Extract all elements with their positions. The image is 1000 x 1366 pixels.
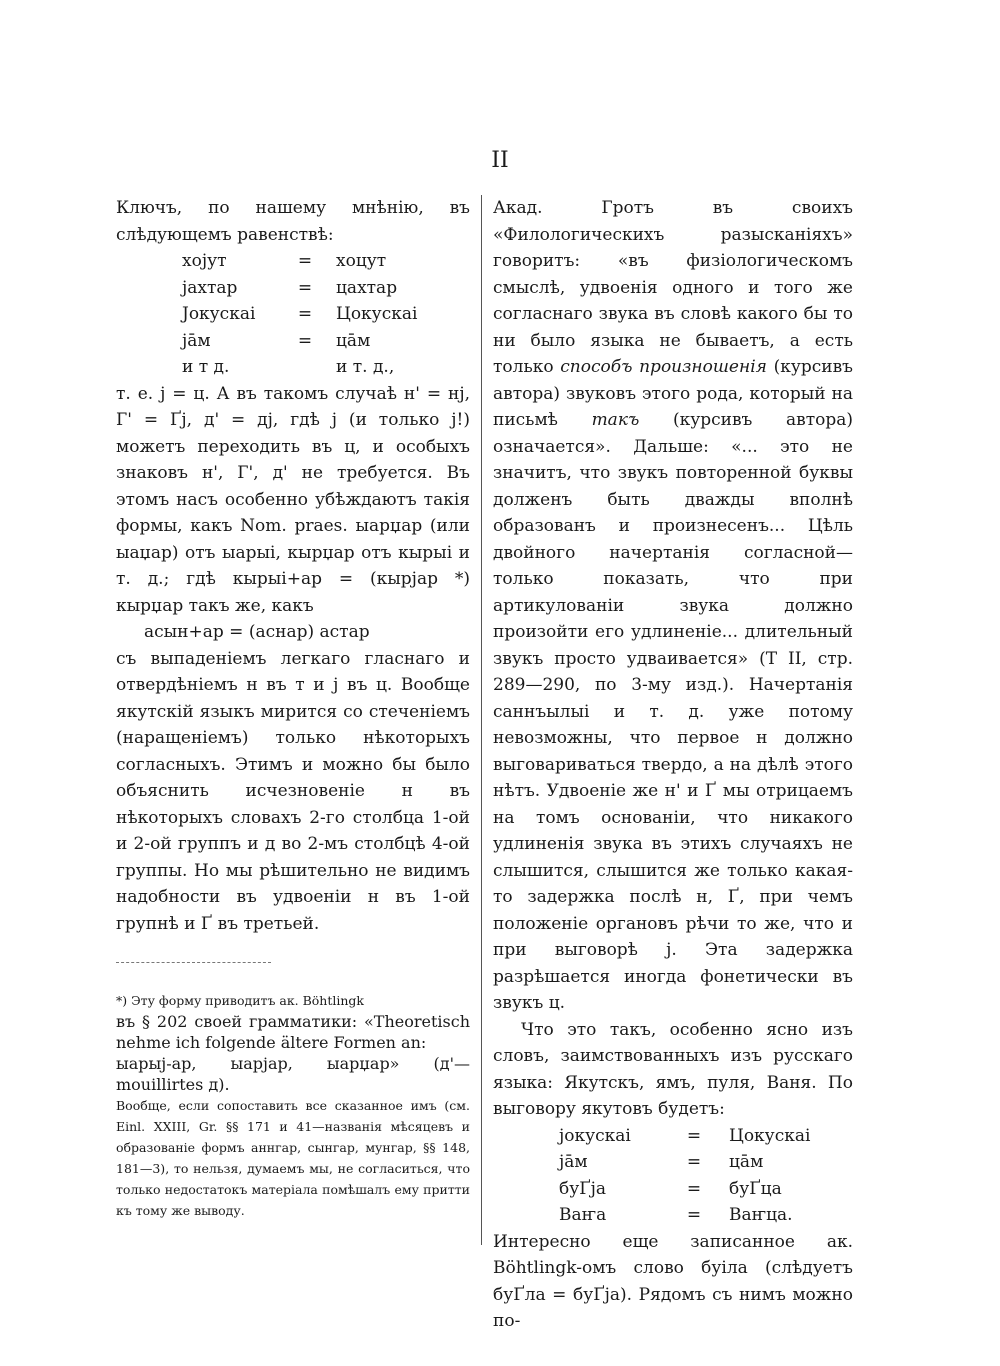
equation-sign: = xyxy=(686,1152,702,1172)
equation-sign: = xyxy=(297,251,313,271)
italic-text: способъ произношенія xyxy=(560,357,767,377)
equation-row xyxy=(559,1123,853,1150)
equation-left: и т д. xyxy=(182,357,230,377)
page-number: II xyxy=(491,148,509,173)
equation-sign: = xyxy=(686,1178,702,1199)
equation-row xyxy=(182,301,470,328)
equation-row xyxy=(182,248,470,275)
equation-right: буҐца xyxy=(729,1178,782,1199)
equation-right: цахтар xyxy=(336,277,398,298)
footnote-rule xyxy=(116,962,271,963)
equation-row xyxy=(182,354,470,381)
footnote xyxy=(116,990,470,1221)
equation-row xyxy=(559,1202,853,1229)
column-divider xyxy=(481,195,482,1245)
left-paragraph-3: съ выпаденіемъ легкаго гласнаго и отвердѣніемъ н въ т и ј въ ц. Вообще якутскій языкъ мирится со стеченіемъ (наращеніемъ) только нѣкоторыхъ согласныхъ. Этимъ и можно бы было объяснить исчезновеніе н въ нѣкоторыхъ словахъ 2-го столбца 1-ой и 2-ой группъ и д во 2-мъ столбцѣ 4-ой группы. Но мы рѣшительно не видимъ надобности въ удвоеніи н въ 1-ой групнѣ и Ґ въ третьей. xyxy=(116,648,470,934)
equation-right: цāм xyxy=(336,330,371,351)
equation-right: и т. д., xyxy=(336,357,395,377)
equation-right: Ваҥца. xyxy=(729,1205,793,1225)
equation-left: јахтар xyxy=(182,277,238,298)
equation-left: Јокускаі xyxy=(182,304,256,324)
footnote-line: Вообще, если сопоставить все сказанное имъ (см. Einl. XXIII, Gr. §§ 171 и 41—названія мѣсяцевъ и образованіе формъ аннгар, сынгар, мунгар, §§ 148, 181—3), то нельзя, думаемъ мы, не согласиться, что только недостатокъ матеріала помѣшалъ ему притти къ тому же выводу. xyxy=(116,1098,470,1218)
equation-left: Ваҥа xyxy=(559,1205,607,1225)
equation-row xyxy=(182,275,470,302)
text-run: (курсивъ автора) означается». Дальше: «... это не значитъ, что звукъ повторенной буквы долженъ быть дважды вполнѣ образованъ и произнесенъ... Цѣль двойного начертанія согласной—только показать, что при артикулованіи звука должно произойти его удлиненіе... длительный звукъ просто удваивается» (Т II, стр. 289—290, по 3-му изд.). Начертанія саннъылыі и т. д. уже потому невозможны, что первое н должно выговариваться твердо, а на дѣлѣ этого нѣтъ. Удвоеніе же н' и Ґ мы отрицаемъ на томъ основаніи, что никакого удлиненія звука въ этихъ случаяхъ не слышится, слышится же только какая-то задержка послѣ н, Ґ, при чемъ положеніе органовъ рѣчи то же, что и при выговорѣ ј. Эта задержка разрѣшается иногда фонетически въ звукъ ц. xyxy=(493,410,853,1013)
equation-left: јāм xyxy=(182,330,211,351)
equation-left: јāм xyxy=(559,1152,588,1172)
left-paragraph-1: Ключъ, по нашему мнѣнію, въ слѣдующемъ равенствѣ: xyxy=(116,198,470,245)
equation-sign: = xyxy=(297,330,313,351)
equation-row xyxy=(182,328,470,355)
left-paragraph-2: т. е. ј = ц. А въ такомъ случаѣ н' = нј, Г' = Ґј, д' = дј, гдѣ ј (и только ј!) можетъ переходить въ ц, и особыхъ знаковъ н', Г', д' не требуется. Въ этомъ насъ особенно убѣждаютъ такія формы, какъ Nom. praes. ыарџар (или ыаџар) отъ ыарыі, кырџар отъ кырыі и т. д.; гдѣ кырыі+ар = (кырјар *) кырџар такъ же, какъ xyxy=(116,383,470,616)
equation-right: Цокускаі xyxy=(336,304,418,324)
equation-right: цāм xyxy=(729,1152,764,1172)
equation-sign: = xyxy=(297,277,313,298)
equation-row xyxy=(559,1149,853,1176)
italic-text: такъ xyxy=(591,410,640,430)
equation-right: хоцут xyxy=(336,251,387,271)
left-column xyxy=(116,195,470,937)
equation-line: асын+ар = (аснар) астар xyxy=(144,622,370,642)
equation-left: јокускаі xyxy=(559,1125,631,1146)
equation-sign: = xyxy=(686,1205,702,1225)
text-run: Акад. Гротъ въ своихъ «Филологическихъ разысканіяхъ» говоритъ: «въ физіологическомъ смыслѣ, удвоенія одного и того же согласнаго звука въ словѣ какого бы то ни было языка не бываетъ, а есть только xyxy=(493,198,853,377)
equation-sign: = xyxy=(686,1125,702,1146)
equation-left: буҐја xyxy=(559,1178,607,1199)
equation-sign xyxy=(274,354,336,381)
equation-right: Цокускаі xyxy=(729,1125,811,1146)
right-paragraph-1 xyxy=(493,195,853,1017)
right-paragraph-3: Интересно еще записанное ак. Böhtlingk-омъ слово буіла (слѣдуетъ буҐла = буҐја). Рядомъ съ нимъ можно по- xyxy=(493,1231,853,1331)
right-paragraph-2: Что это такъ, особенно ясно изъ словъ, заимствованныхъ изъ русскаго языка: Якутскъ, ямъ, пуля, Ваня. По выговору якутовъ будетъ: xyxy=(493,1019,853,1119)
footnote-line: въ § 202 своей грамматики: «Theoretisch nehme ich folgende ältere Formen an: xyxy=(116,1012,470,1052)
equation-sign: = xyxy=(297,304,313,324)
equation-left: хојут xyxy=(182,251,227,271)
equation-row xyxy=(559,1176,853,1203)
right-column xyxy=(493,195,853,1335)
footnote-line: ыарыј-ар, ыарјар, ыарџар» (д'—mouillirtes д). xyxy=(116,1054,470,1094)
text-run: (курсивъ автора) звуковъ этого рода, который на письмѣ xyxy=(493,357,853,430)
footnote-line: *) Эту форму приводитъ ак. Böhtlingk xyxy=(116,993,364,1008)
